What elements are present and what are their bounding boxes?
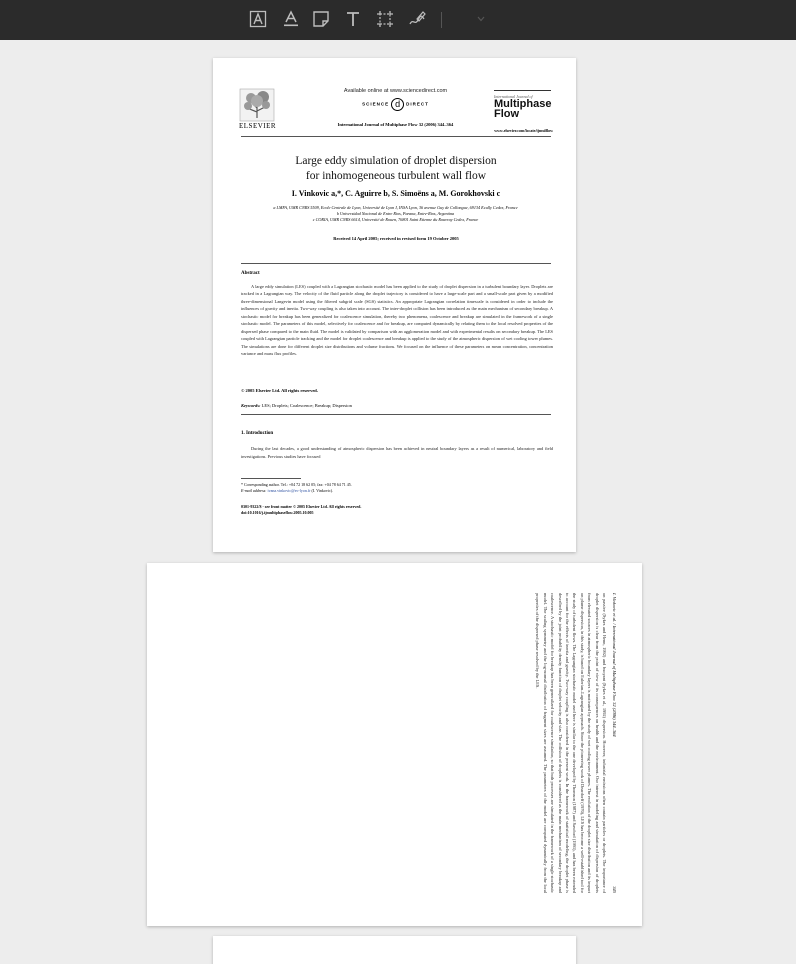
copyright: © 2005 Elsevier Ltd. All rights reserved.	[241, 388, 318, 393]
pdf-page-1	[213, 58, 576, 552]
email-link[interactable]: ivana.vinkovic@ec-lyon.fr	[267, 488, 311, 493]
header-rule	[241, 136, 551, 137]
abstract-rule	[241, 263, 551, 264]
annotation-toolbar	[0, 0, 796, 40]
intro-text: During the last decades, a good understanding of atmospheric dispersion has been achieved in neutral boundary layers as a result of numerical, laboratory and field investigations. Previous studies have focused	[241, 446, 553, 459]
section-heading: 1. Introduction	[241, 431, 274, 436]
chevron-down-icon	[477, 16, 485, 22]
authors: I. Vinkovic a,*, C. Aguirre b, S. Simoëns a, M. Gorokhovski c	[291, 189, 501, 198]
toolbar-separator	[441, 12, 442, 28]
issn-doi: 0301-9322/$ - see front matter © 2005 Elsevier Ltd. All rights reserved. doi:10.1016/j.ijmultiphaseflow.2005.10.005	[241, 504, 362, 515]
underline-text-icon[interactable]	[281, 9, 301, 29]
crop-select-icon[interactable]	[375, 9, 395, 29]
journal-citation: International Journal of Multiphase Flow 32 (2006) 344–364	[337, 122, 454, 127]
rotated-page-content	[177, 593, 617, 893]
sciencedirect-logo: SCIENCE d DIRECT	[362, 99, 429, 109]
abstract-heading: Abstract	[241, 271, 260, 276]
keywords: Keywords: LES; Droplets; Coalescence; Breakup; Dispersion	[241, 403, 352, 408]
paper-title: Large eddy simulation of droplet dispersion for inhomogeneous turbulent wall flow	[295, 155, 497, 182]
available-online: Available online at www.sciencedirect.com	[343, 88, 448, 94]
pdf-page-3	[213, 936, 576, 964]
text-select-icon[interactable]	[248, 9, 268, 29]
journal-brand: International Journal of Multiphase Flow	[494, 90, 551, 119]
journal-url: www.elsevier.com/locate/ijmulflow	[494, 128, 553, 133]
running-head: I. Vinkovic et al. / International Journal of Multiphase Flow 32 (2006) 344–364 345	[612, 593, 617, 893]
abstract-text: A large eddy simulation (LES) coupled with a Lagrangian stochastic model has been applied to the study of droplet dispersion in a turbulent boundary layer. Droplets are tracked in a Lagrangian way. The velocity of the fluid particle along the droplet trajectory is considered to have a large-scale part and a small-scale part given by a modified three-dimensional Langevin model using the filtered subgrid scale (SGS) statistics. An appropriate Lagrangian correlation timescale is considered in order to include the influences of gravity and inertia. Two-way coupling is also taken into account. The inter-droplet collision has been introduced as the main mechanism of secondary breakup. A stochastic model for breakup has been generalized for coalescence simulation, thereby two phenomena, coalescence and breakup are simulated in the framework of a single stochastic model. The parameters of this model, selectively for coalescence and for breakup, are computed dynamically by relating them to the local resolved properties of the dispersed phase compared to the main fluid. The model is validated by comparison with an agglomeration model and with experimental results on secondary breakup. The LES coupled with Lagrangian particle tracking and the model for droplet coalescence and breakup is applied to the study of the atmospheric dispersion of wet cooling tower plumes. The simulations are done for different droplet size distributions and volume fractions. We focused on the influence of these parameters on mean concentration, concentration variance and mass flux profiles.	[241, 284, 553, 357]
color-dropdown[interactable]	[449, 10, 491, 28]
sign-pen-icon[interactable]	[407, 9, 427, 29]
footnote: * Corresponding author. Tel.: +04 72 18 62 05; fax: +04 78 64 71 45. E-mail address: ivana.vinkovic@ec-lyon.fr (I. Vinkovic).	[241, 482, 352, 493]
publisher-name: ELSEVIER	[239, 122, 277, 130]
affiliations: a LMFA, UMR CNRS 5509, Ecole Centrale de Lyon, Université de Lyon I, INSA Lyon, 36 avenue Guy de Collongue, 69134 Ecully Cedex, France b Universidad Nacional de Entre Rios, Parana, Entre-Rios, Argentina c CORIA, UMR CNRS 6614, Université de Rouen, 76801 Saint Etienne du Rouvray Cedex, France	[273, 205, 518, 222]
pdf-page-2	[147, 563, 642, 926]
received-date: Received 14 April 2005; received in revised form 19 October 2005	[333, 236, 459, 241]
note-icon[interactable]	[311, 9, 331, 29]
keywords-rule	[241, 414, 551, 415]
page2-body-text: on passive (Sykes and Henn, 1992) and buoyant (Sykes et al., 1992) dispersion. However, industrial emissions often contain particles or droplets. The importance of droplet dispersion is clear from the point of view of its consequences on health and the environment. Our interest in modeling and simulation of dispersion of droplets from elevated sources in atmospheric boundary layers is motivated by the study of wet cooling tower plumes. The evolution of the droplet size distribution and its impact on plume dispersion, in this study, is based on Eulerian–Lagrangian approach. Since the pioneering work of Deardorff (1970), LES has become a well-established tool for the study of turbulent flows. The Lagrangian stochastic model used here is similar to the one developed by Thomson (1987) and Sawford (1991), and has been extended to account for the effects of inertia and gravity. Two-way coupling is also considered in the present work. In the framework of statistical modeling, the droplet phase is described by the joint probability density function of droplet velocity and size. The collision of droplets is considered as the main mechanism of secondary breakup and coalescence. A stochastic model for breakup has been generalized for coalescence simulation, so that both processes are simulated in the framework of a single stochastic model. The scaling symmetry and the log-normal distribution of fragment sizes are assumed. The parameters of the model are computed dynamically from the local properties of the dispersed phase resolved by the LES.	[535, 593, 607, 893]
footnote-rule	[241, 478, 301, 479]
text-tool-icon[interactable]	[343, 9, 363, 29]
